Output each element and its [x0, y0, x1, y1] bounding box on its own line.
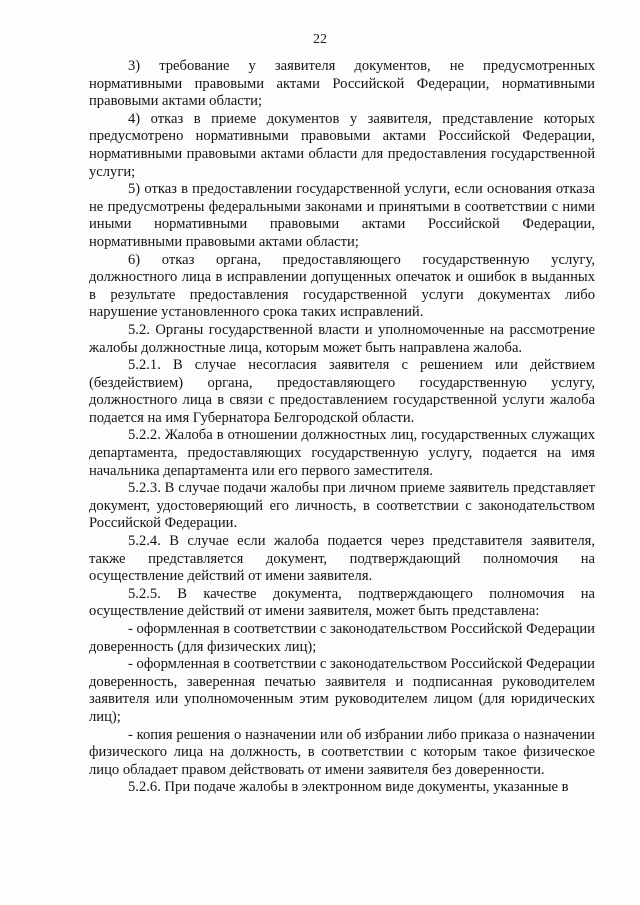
paragraph-item-4: 4) отказ в приеме документов у заявителя, представление которых предусмотрено нормативными правовыми актами Российской Федерации, нормативными правовыми актами области для предоставления государственной услуги;: [89, 110, 595, 180]
document-body: [89, 58, 595, 797]
list-item-appointment-decision-copy: - копия решения о назначении или об избрании либо приказа о назначении физического лица на должность, в соответствии с которым такое физическое лицо обладает правом действовать от имени заявителя без доверенности.: [89, 726, 595, 778]
page-number: 22: [313, 32, 327, 47]
paragraph-5-2-5: 5.2.5. В качестве документа, подтверждающего полномочия на осуществление действий от имени заявителя, может быть представлена:: [89, 585, 595, 620]
list-item-power-of-attorney-legal-entities: - оформленная в соответствии с законодательством Российской Федерации доверенность, заверенная печатью заявителя и подписанная руководителем заявителя или уполномоченным этим руководителем лицом (для юридических лиц);: [89, 656, 595, 725]
paragraph-item-6: 6) отказ органа, предоставляющего государственную услугу, должностного лица в исправлении допущенных опечаток и ошибок в выданных в результате предоставления государственной услуги документах либо нарушение установленного срока таких исправлений.: [89, 251, 595, 321]
paragraph-item-5: 5) отказ в предоставлении государственной услуги, если основания отказа не предусмотрены федеральными законами и принятыми в соответствии с ними иными нормативными правовыми актами Российской Федерации, нормативными правовыми актами области;: [89, 181, 595, 250]
paragraph-5-2-6: 5.2.6. При подаче жалобы в электронном виде документы, указанные в: [128, 779, 569, 796]
paragraph-5-2-3: 5.2.3. В случае подачи жалобы при личном приеме заявитель представляет документ, удостоверяющий его личность, в соответствии с законодательством Российской Федерации.: [89, 480, 595, 532]
paragraph-5-2-1: 5.2.1. В случае несогласия заявителя с решением или действием (бездействием) органа, предоставляющего государственную услугу, должностного лица в связи с предоставлением государственной услуги жалоба подается на имя Губернатора Белгородской области.: [89, 357, 595, 426]
paragraph-5-2-4: 5.2.4. В случае если жалоба подается через представителя заявителя, также представляется документ, подтверждающий полномочия на осуществление действий от имени заявителя.: [89, 533, 595, 585]
paragraph-item-3: 3) требование у заявителя документов, не предусмотренных нормативными правовыми актами Российской Федерации, нормативными правовыми актами области;: [89, 58, 595, 110]
paragraph-5-2: 5.2. Органы государственной власти и уполномоченные на рассмотрение жалобы должностные лица, которым может быть направлена жалоба.: [89, 321, 595, 356]
paragraph-5-2-2: 5.2.2. Жалоба в отношении должностных лиц, государственных служащих департамента, предоставляющих государственную услугу, подается на имя начальника департамента или его первого заместителя.: [89, 427, 595, 479]
list-item-power-of-attorney-individuals: - оформленная в соответствии с законодательством Российской Федерации доверенность (для физических лиц);: [89, 621, 595, 655]
